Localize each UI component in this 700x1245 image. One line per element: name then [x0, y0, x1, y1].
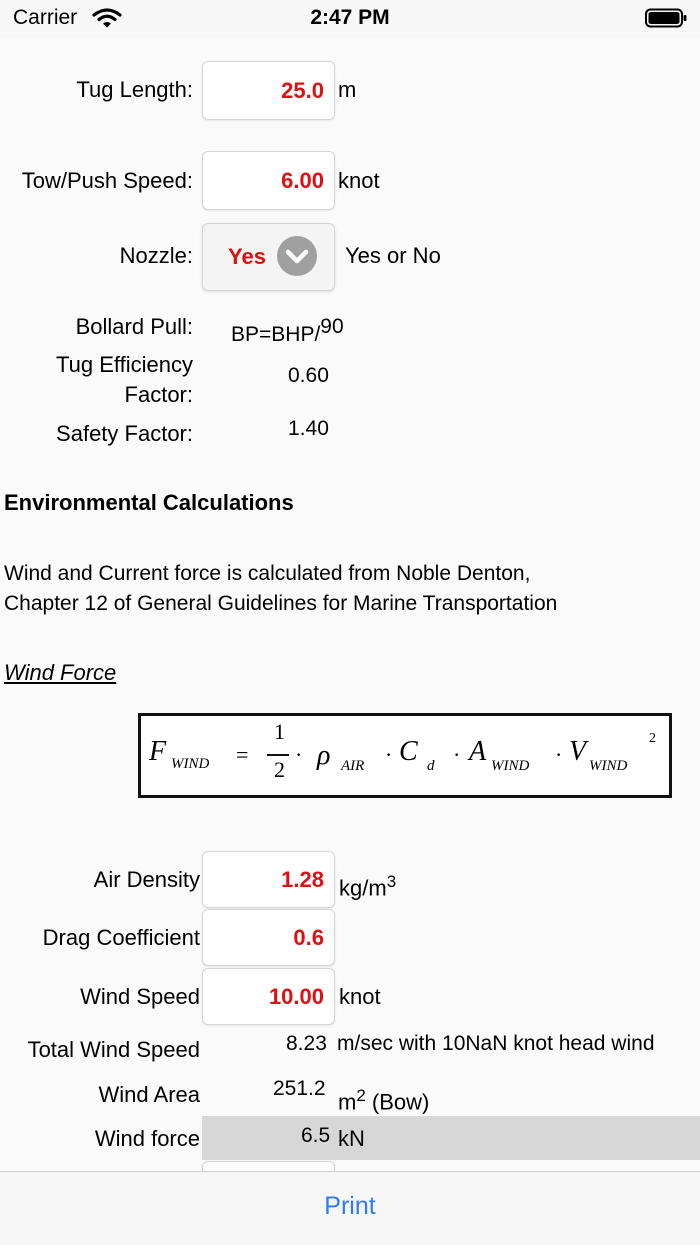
tug-length-input[interactable] — [202, 61, 335, 120]
wind-force-result-row — [202, 1116, 700, 1160]
air-density-value: 1.28 — [281, 866, 324, 892]
env-description-line1: Wind and Current force is calculated from Noble Denton, — [4, 562, 531, 585]
safety-factor-value: 1.40 — [288, 417, 329, 440]
carrier-label: Carrier — [13, 6, 78, 29]
environmental-heading: Environmental Calculations — [4, 490, 294, 515]
nozzle-hint: Yes or No — [345, 243, 441, 268]
tug-length-value: 25.0 — [281, 77, 324, 103]
air-density-input[interactable] — [202, 851, 335, 908]
bollard-pull-formula: BP=BHP/$^{90}$ — [231, 315, 344, 346]
bottom-toolbar — [0, 1171, 700, 1245]
wind-force-title: Wind Force — [4, 660, 117, 685]
status-bar — [0, 0, 700, 38]
wind-force-label: Wind force — [94, 1126, 200, 1151]
bollard-pull-label: Bollard Pull: — [75, 314, 193, 339]
total-wind-speed-label: Total Wind Speed — [27, 1037, 200, 1062]
scroll-content[interactable] — [0, 38, 700, 1171]
tow-speed-label: Tow/Push Speed: — [21, 168, 193, 193]
wind-force-unit: kN — [338, 1126, 365, 1151]
status-time: 2:47 PM — [310, 6, 390, 29]
total-wind-speed-unit-clip — [337, 1031, 700, 1059]
tug-efficiency-value: 0.60 — [288, 364, 329, 387]
air-density-unit: $kg/m^3$ — [339, 872, 397, 901]
safety-factor-label: Safety Factor: — [56, 421, 193, 446]
total-wind-speed-value: 8.23 — [286, 1032, 327, 1055]
nozzle-label: Nozzle: — [119, 243, 193, 268]
wind-force-formula: F WIND = 1 2 · ρ AIR · C d · A WIND · V WIND 2 — [138, 713, 672, 798]
tow-speed-unit: knot — [338, 168, 380, 193]
total-wind-speed-unit: m/sec with 10NaN knot head wind — [337, 1032, 655, 1055]
wind-speed-unit: knot — [339, 984, 381, 1009]
tug-efficiency-label-line2: Factor: — [124, 382, 193, 407]
wind-area-label: Wind Area — [98, 1082, 200, 1107]
tug-efficiency-label-line1: Tug Efficiency — [56, 352, 193, 377]
drag-coefficient-value: 0.6 — [293, 924, 324, 950]
tug-length-unit: m — [338, 77, 357, 102]
nozzle-value: Yes — [228, 244, 266, 269]
wind-speed-value: 10.00 — [268, 983, 324, 1009]
env-description-line2: Chapter 12 of General Guidelines for Marine Transportation — [4, 592, 558, 615]
tug-length-label: Tug Length: — [76, 77, 193, 102]
bollard-pull-divisor: 90 — [320, 315, 344, 338]
drag-coefficient-label: Drag Coefficient — [42, 925, 200, 950]
wind-area-unit: $m^2$ (Bow) — [338, 1086, 430, 1115]
print-button[interactable]: Print — [324, 1192, 376, 1220]
wind-speed-label: Wind Speed — [80, 984, 200, 1009]
chevron-down-icon — [277, 236, 317, 276]
tow-speed-value: 6.00 — [281, 167, 324, 193]
tow-speed-input[interactable] — [202, 151, 335, 210]
wind-area-value: 251.2 — [273, 1077, 326, 1100]
nozzle-select[interactable] — [202, 223, 335, 291]
next-field-input[interactable] — [202, 1161, 335, 1171]
wind-speed-input[interactable] — [202, 968, 335, 1025]
air-density-label: Air Density — [93, 867, 200, 892]
drag-coefficient-input[interactable] — [202, 909, 335, 966]
wind-force-value: 6.5 — [301, 1124, 331, 1147]
battery-icon — [645, 8, 687, 28]
